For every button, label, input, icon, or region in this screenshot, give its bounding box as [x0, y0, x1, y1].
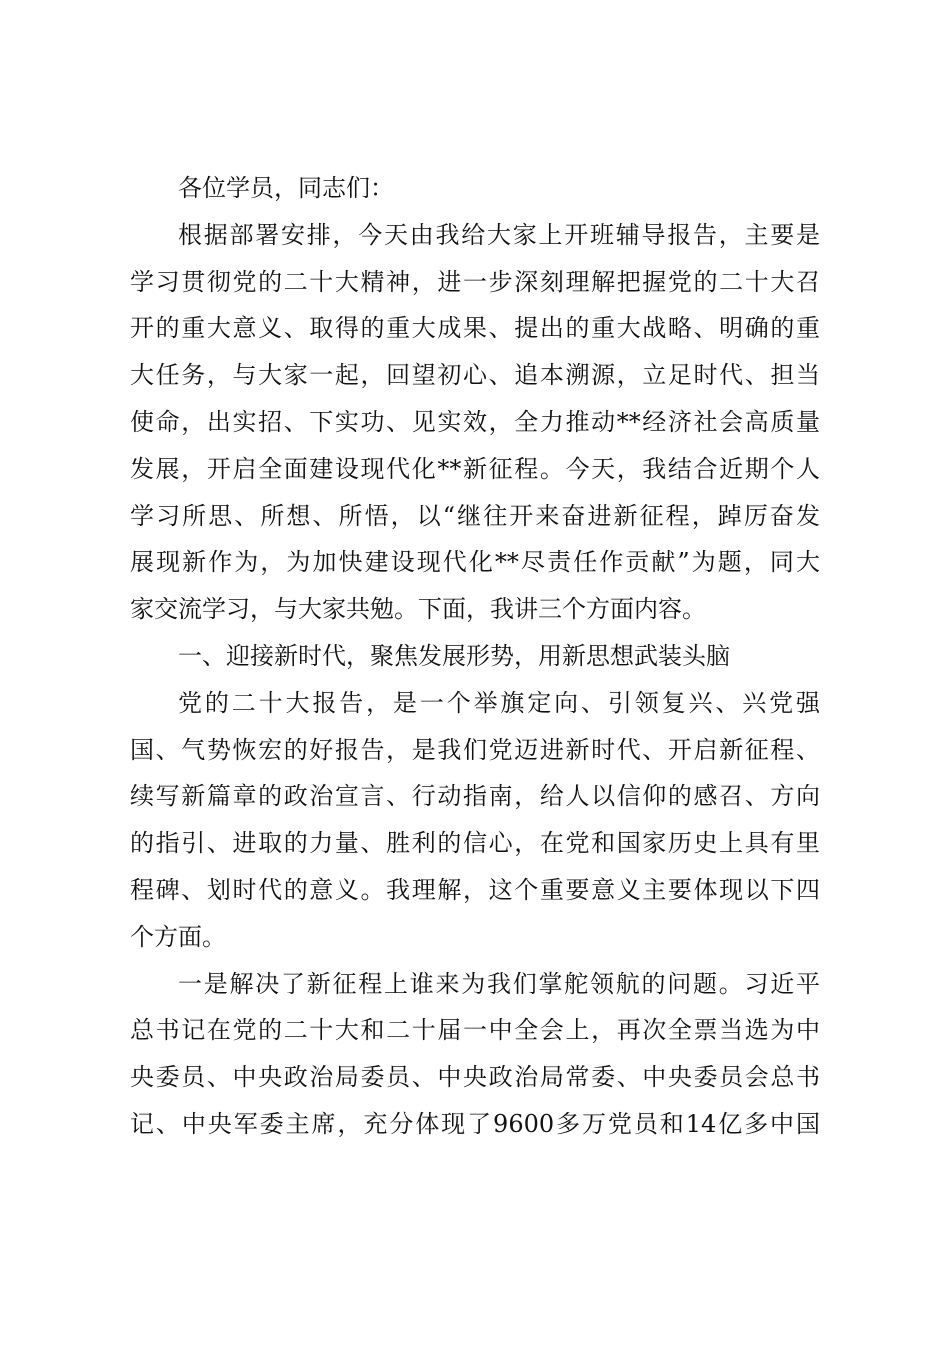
paragraph-line: 程碑、划时代的意义。我理解，这个重要意义主要体现以下四 [130, 875, 820, 904]
paragraph-line: 展现新作为，为加快建设现代化**尽责任作贡献”为题，同大 [130, 548, 820, 577]
paragraph-line: 续写新篇章的政治宣言、行动指南，给人以信仰的感召、方向 [130, 782, 820, 811]
paragraph-line: 党的二十大报告，是一个举旗定向、引领复兴、兴党强 [178, 688, 820, 717]
paragraph-line: 总书记在党的二十大和二十届一中全会上，再次全票当选为中 [130, 1016, 820, 1045]
paragraph-line: 一是解决了新征程上谁来为我们掌舵领航的问题。习近平 [178, 969, 820, 998]
paragraph-line: 家交流学习，与大家共勉。下面，我讲三个方面内容。 [130, 595, 706, 624]
salutation: 各位学员，同志们： [178, 174, 394, 202]
paragraph-line: 学习贯彻党的二十大精神，进一步深刻理解把握党的二十大召 [130, 267, 820, 296]
paragraph-line: 个方面。 [130, 922, 226, 951]
paragraph-line: 记、中央军委主席，充分体现了9600多万党员和14亿多中国 [130, 1109, 820, 1138]
paragraph-line: 开的重大意义、取得的重大成果、提出的重大战略、明确的重 [130, 314, 820, 343]
paragraph-line: 的指引、进取的力量、胜利的信心，在党和国家历史上具有里 [130, 829, 820, 858]
paragraph-line: 国、气势恢宏的好报告，是我们党迈进新时代、开启新征程、 [130, 735, 820, 764]
paragraph-line: 发展，开启全面建设现代化**新征程。今天，我结合近期个人 [130, 454, 820, 483]
paragraph-line: 使命，出实招、下实功、见实效，全力推动**经济社会高质量 [130, 407, 820, 436]
paragraph-line: 央委员、中央政治局委员、中央政治局常委、中央委员会总书 [130, 1063, 820, 1092]
document-body [130, 165, 820, 1148]
paragraph-line: 学习所思、所想、所悟，以“继往开来奋进新征程，踔厉奋发 [130, 501, 820, 530]
paragraph-line: 大任务，与大家一起，回望初心、追本溯源，立足时代、担当 [130, 361, 820, 390]
paragraph-line: 根据部署安排，今天由我给大家上开班辅导报告，主要是 [178, 220, 820, 249]
section-heading: 一、迎接新时代，聚焦发展形势，用新思想武装头脑 [178, 641, 730, 670]
